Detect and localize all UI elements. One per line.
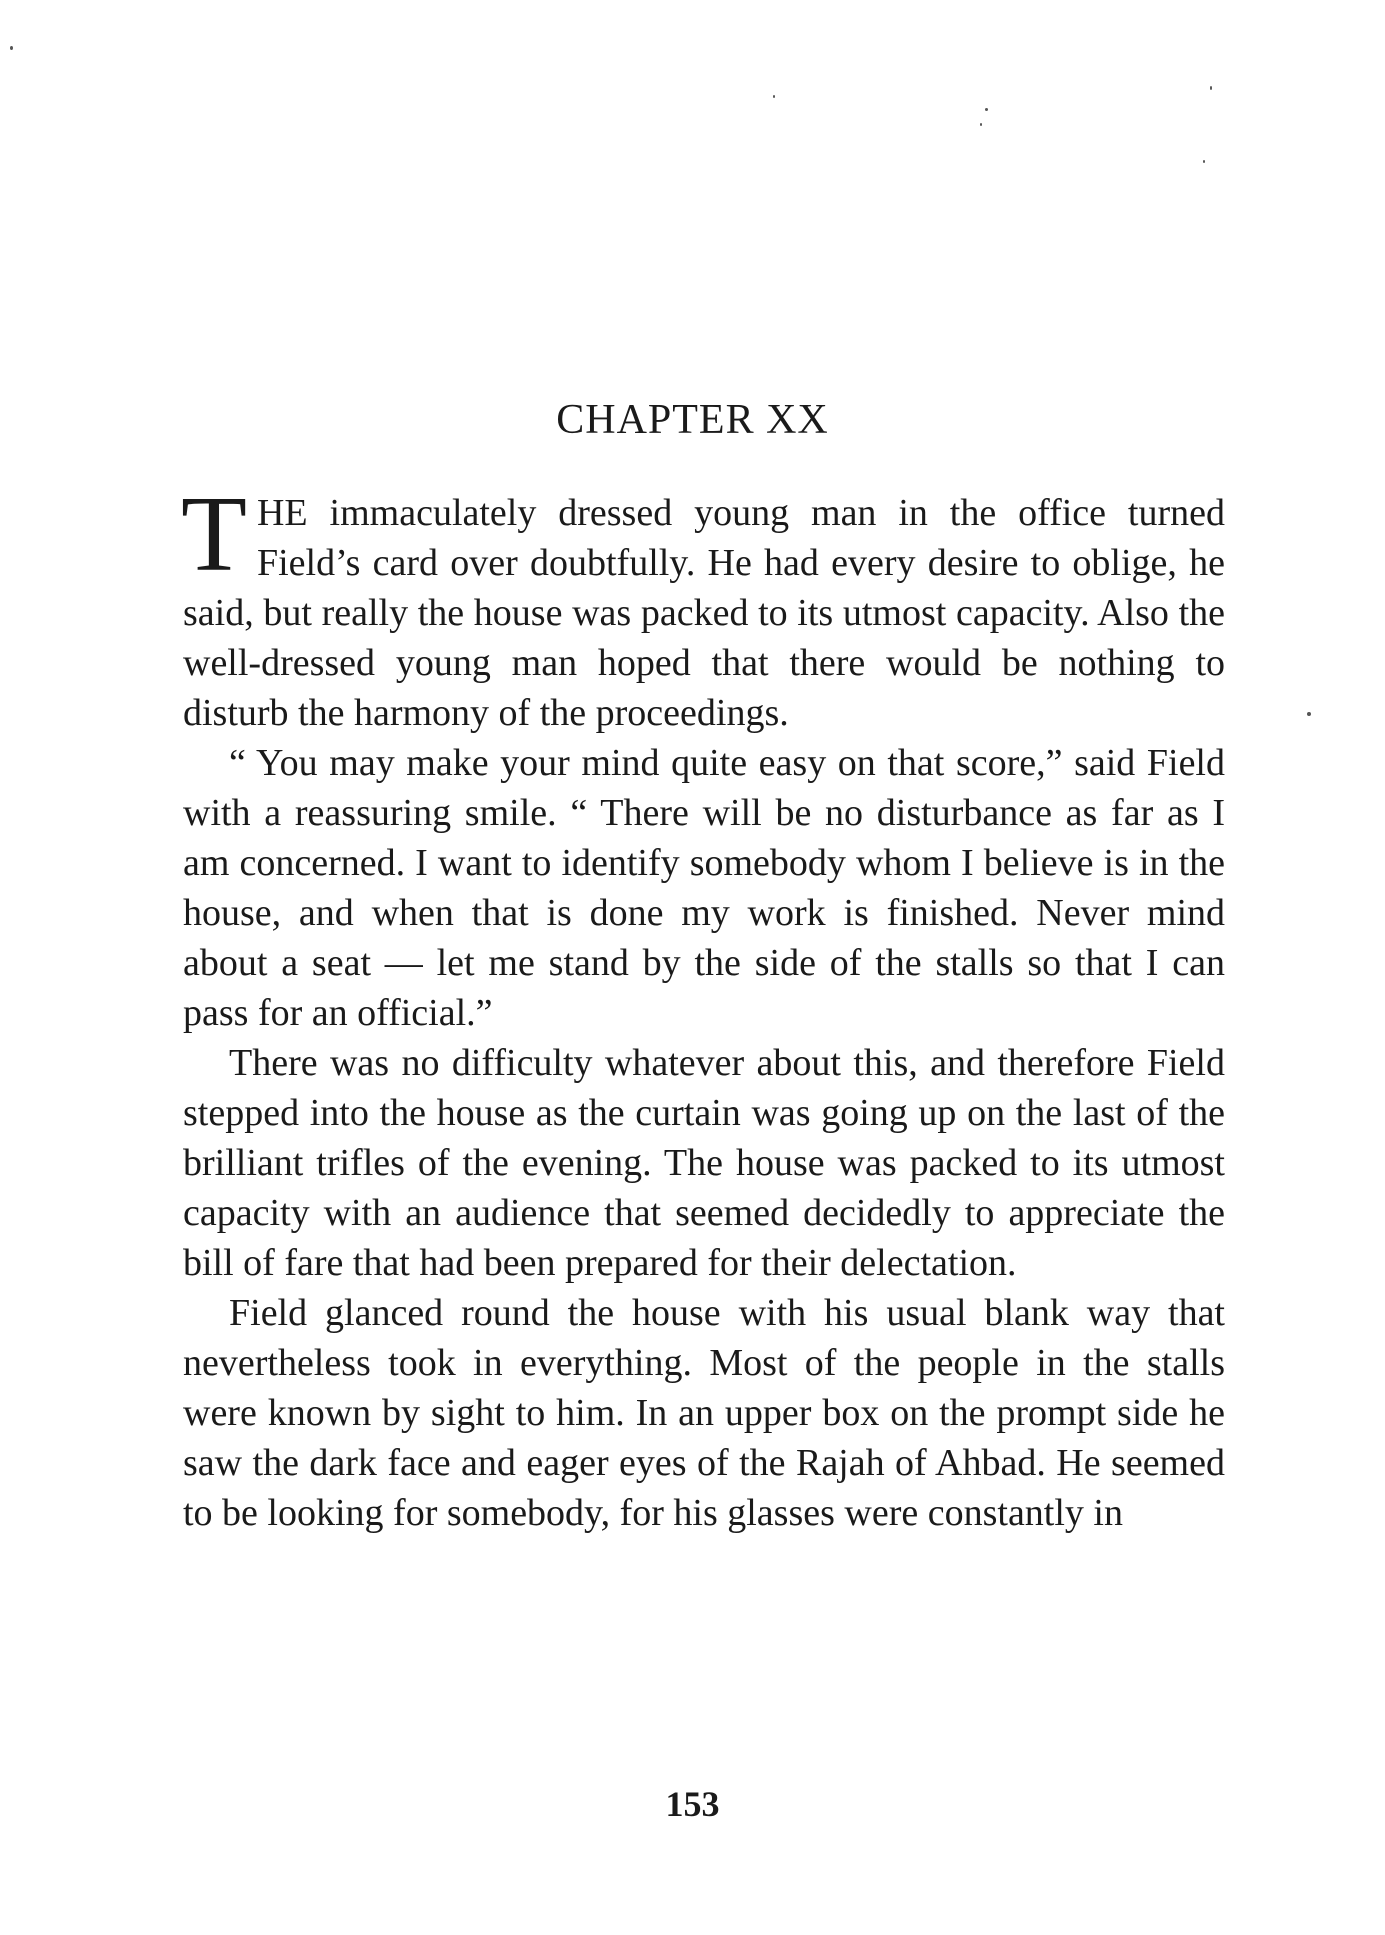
print-speck <box>985 108 988 111</box>
paragraph-1-text: HE immaculately dressed young man in the office turned Field’s card over doubtfully. He had every desire to oblige, he said, but really the house was packed to its utmost capacity. Also the well-dressed young man hoped that there would be nothing to disturb the harmony of the proceedings. <box>183 492 1225 734</box>
print-speck <box>773 95 775 98</box>
print-speck <box>10 46 13 50</box>
print-speck <box>1307 712 1311 716</box>
drop-cap-letter: T <box>181 475 247 594</box>
print-speck <box>1210 86 1212 90</box>
chapter-heading: CHAPTER XX <box>556 397 829 443</box>
print-speck <box>1203 160 1205 163</box>
print-speck <box>980 123 982 126</box>
page-number: 153 <box>665 1784 720 1824</box>
paragraph-3: There was no difficulty whatever about this, and therefore Field stepped into the house as the curtain was going up on the last of the brilliant trifles of the evening. The house was packed to its utmost capacity with an audience that seemed decidedly to appreciate the bill of fare that had been prepared for their delectation. <box>183 1042 1225 1284</box>
paragraph-2: “ You may make your mind quite easy on that score,” said Field with a reassuring smile. “ There will be no disturbance as far as I am concerned. I want to identify somebody whom I believe is in the house, and when that is done my work is finished. Never mind about a seat — let me stand by the side of the stalls so that I can pass for an official.” <box>183 742 1225 1034</box>
paragraph-4: Field glanced round the house with his usual blank way that nevertheless took in everything. Most of the people in the stalls were known by sight to him. In an upper box on the prompt side he saw the dark face and eager eyes of the Rajah of Ahbad. He seemed to be looking for somebody, for his glasses were constantly in <box>183 1292 1225 1534</box>
chapter-body <box>181 475 1225 1538</box>
paragraph-1 <box>181 475 1225 738</box>
